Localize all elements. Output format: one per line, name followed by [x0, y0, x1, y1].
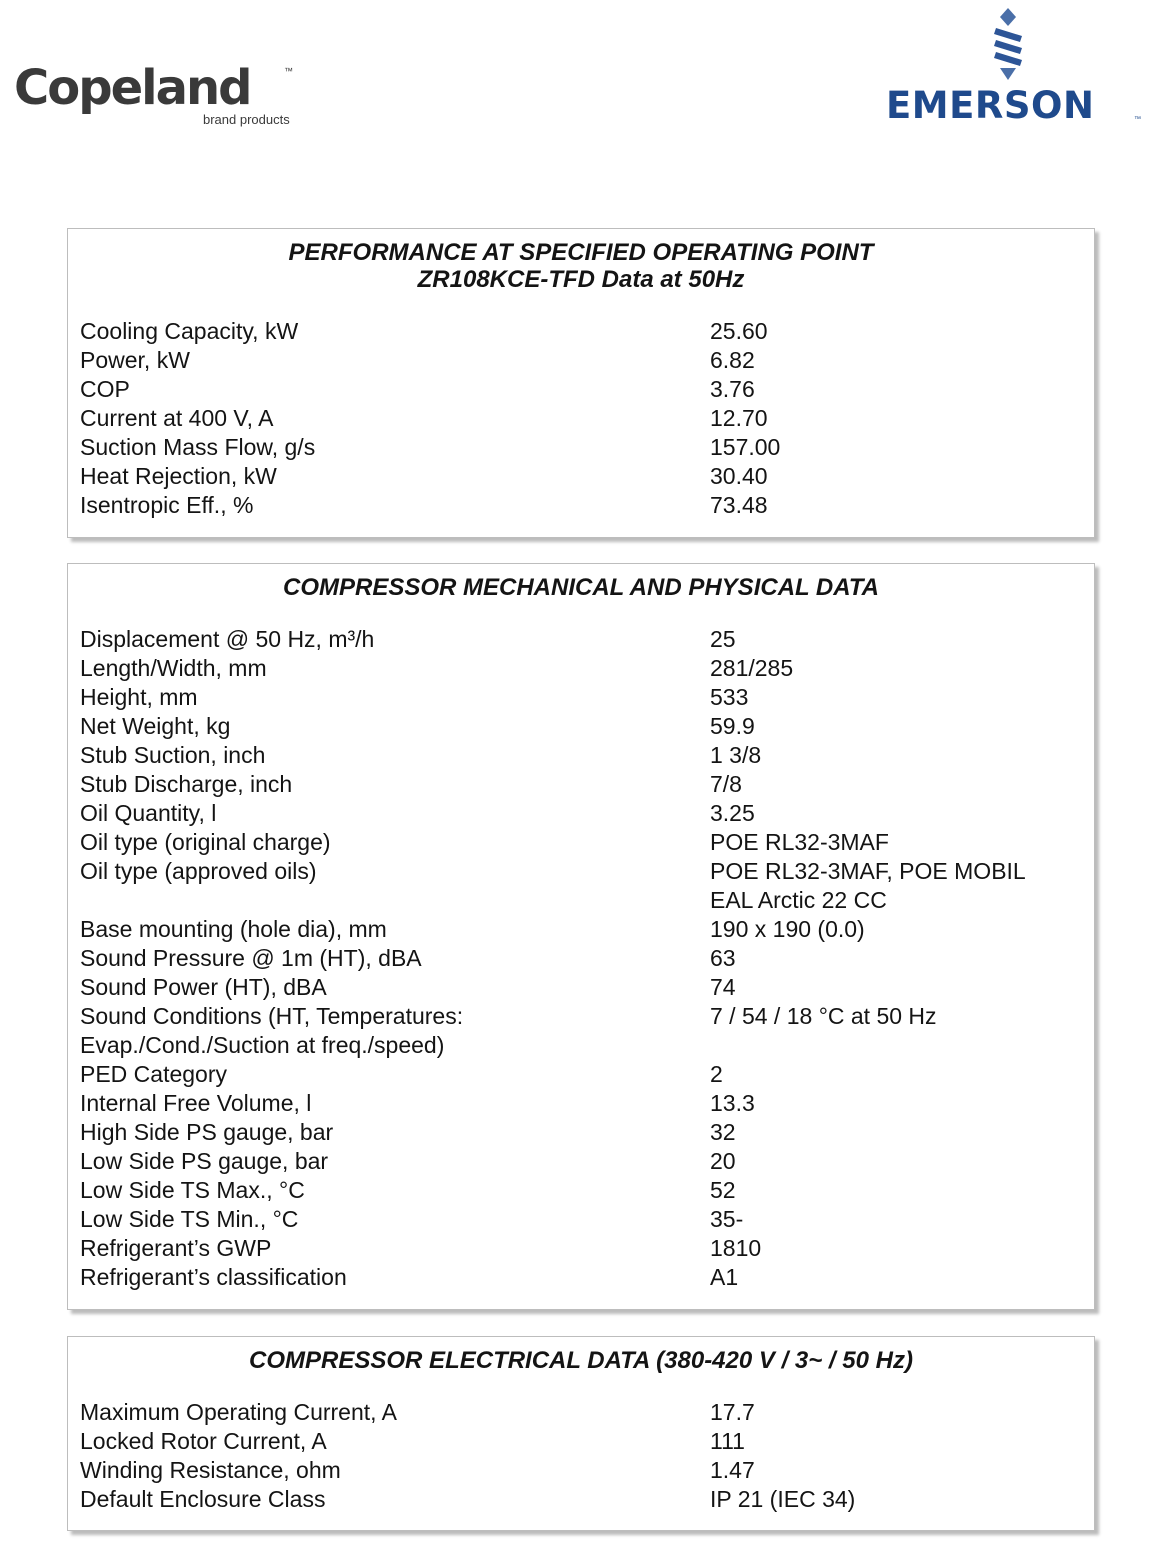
table-row [80, 1398, 1094, 1427]
row-value: 32 [710, 1119, 736, 1145]
row-value: 52 [710, 1177, 736, 1203]
row-value: 157.00 [710, 434, 781, 460]
table-row [80, 712, 1094, 741]
row-label: Oil Quantity, l [80, 800, 217, 826]
row-label: Sound Power (HT), dBA [80, 974, 327, 1000]
table-row [80, 1089, 1094, 1118]
row-value: 12.70 [710, 405, 768, 431]
table-row [80, 1118, 1094, 1147]
row-value: 281/285 [710, 655, 794, 681]
table-row [80, 1176, 1094, 1205]
performance-title [68, 239, 1094, 293]
performance-rows [68, 317, 1094, 520]
emerson-emblem-icon [982, 8, 1034, 80]
electrical-rows [68, 1398, 1094, 1514]
row-value: 7/8 [710, 771, 742, 797]
table-row [80, 1234, 1094, 1263]
row-value [710, 1031, 1080, 1060]
row-value: POE RL32-3MAF [710, 829, 889, 855]
mechanical-rows [68, 625, 1094, 1292]
table-row [80, 317, 1094, 346]
row-label: Winding Resistance, ohm [80, 1457, 341, 1483]
row-label: Evap./Cond./Suction at freq./speed) [80, 1032, 445, 1058]
row-value: 1 3/8 [710, 742, 762, 768]
table-row [80, 799, 1094, 828]
row-label: Length/Width, mm [80, 655, 267, 681]
row-value: 20 [710, 1148, 736, 1174]
row-label: COP [80, 376, 130, 402]
row-value: 6.82 [710, 347, 755, 373]
row-label: Oil type (approved oils) [80, 858, 317, 884]
row-label: Low Side TS Min., °C [80, 1206, 299, 1232]
table-row [80, 1002, 1094, 1031]
row-value: A1 [710, 1264, 739, 1290]
row-label: Heat Rejection, kW [80, 463, 277, 489]
copeland-trademark: ™ [284, 66, 293, 76]
row-label: Default Enclosure Class [80, 1486, 326, 1512]
row-label: Locked Rotor Current, A [80, 1428, 327, 1454]
row-label: Low Side PS gauge, bar [80, 1148, 329, 1174]
table-row [80, 1263, 1094, 1292]
row-value: 190 x 190 (0.0) [710, 916, 865, 942]
table-row [80, 1485, 1094, 1514]
row-label: Power, kW [80, 347, 190, 373]
row-value: 74 [710, 974, 736, 1000]
row-label: Height, mm [80, 684, 198, 710]
row-value: 2 [710, 1061, 723, 1087]
table-row [80, 1147, 1094, 1176]
mechanical-panel [67, 563, 1095, 1310]
row-label: Internal Free Volume, l [80, 1090, 312, 1116]
table-row [80, 1031, 1094, 1060]
row-label: Base mounting (hole dia), mm [80, 916, 387, 942]
row-label: Sound Pressure @ 1m (HT), dBA [80, 945, 422, 971]
table-row [80, 741, 1094, 770]
table-row [80, 491, 1094, 520]
row-label: Sound Conditions (HT, Temperatures: [80, 1003, 464, 1029]
row-label: Refrigerant’s classification [80, 1264, 347, 1290]
row-value: 3.76 [710, 376, 755, 402]
table-row [80, 462, 1094, 491]
row-label: Stub Suction, inch [80, 742, 266, 768]
row-label: Net Weight, kg [80, 713, 231, 739]
table-row [80, 1456, 1094, 1485]
row-value: 63 [710, 945, 736, 971]
table-row [80, 683, 1094, 712]
table-row [80, 886, 1094, 915]
mechanical-title: COMPRESSOR MECHANICAL AND PHYSICAL DATA [282, 574, 880, 601]
row-label: Displacement @ 50 Hz, m³/h [80, 626, 375, 652]
table-row [80, 625, 1094, 654]
performance-panel [67, 228, 1095, 538]
table-row [80, 915, 1094, 944]
table-row [80, 973, 1094, 1002]
row-label: Current at 400 V, A [80, 405, 274, 431]
emerson-trademark: ™ [1134, 116, 1141, 123]
copeland-logo-word: Copeland [14, 60, 251, 116]
electrical-title: COMPRESSOR ELECTRICAL DATA (380-420 V / 3~ / 50 Hz) [249, 1347, 913, 1374]
row-label: High Side PS gauge, bar [80, 1119, 334, 1145]
table-row [80, 375, 1094, 404]
row-value: 25 [710, 626, 736, 652]
table-row [80, 1060, 1094, 1089]
row-value: 30.40 [710, 463, 768, 489]
table-row [80, 433, 1094, 462]
row-value: 59.9 [710, 713, 755, 739]
row-label: Low Side TS Max., °C [80, 1177, 305, 1203]
row-label: Isentropic Eff., % [80, 492, 254, 518]
emerson-logo-word: EMERSON [886, 84, 1095, 127]
row-value: 35- [710, 1206, 744, 1232]
row-value: POE RL32-3MAF, POE MOBIL [710, 858, 1026, 884]
row-label: PED Category [80, 1061, 228, 1087]
row-value: 533 [710, 684, 749, 710]
row-value: 17.7 [710, 1399, 755, 1425]
performance-title-line1: PERFORMANCE AT SPECIFIED OPERATING POINT [288, 239, 874, 266]
row-label: Stub Discharge, inch [80, 771, 293, 797]
row-value: 1810 [710, 1235, 762, 1261]
row-value: 1.47 [710, 1457, 755, 1483]
row-value: 3.25 [710, 800, 755, 826]
emerson-logo [880, 8, 1150, 128]
copeland-logo [14, 58, 314, 138]
row-value: 7 / 54 / 18 °C at 50 Hz [710, 1003, 937, 1029]
table-row [80, 857, 1094, 886]
row-value: IP 21 (IEC 34) [710, 1486, 856, 1512]
copeland-logo-subtitle: brand products [203, 112, 290, 127]
table-row [80, 346, 1094, 375]
row-value: 111 [710, 1428, 745, 1454]
table-row [80, 654, 1094, 683]
row-label: Oil type (original charge) [80, 829, 331, 855]
electrical-panel [67, 1336, 1095, 1531]
table-row [80, 1427, 1094, 1456]
row-value: 13.3 [710, 1090, 755, 1116]
table-row [80, 1205, 1094, 1234]
row-label: Suction Mass Flow, g/s [80, 434, 316, 460]
table-row [80, 944, 1094, 973]
row-value: EAL Arctic 22 CC [710, 887, 887, 913]
performance-title-line2: ZR108KCE-TFD Data at 50Hz [417, 266, 745, 293]
row-value: 73.48 [710, 492, 768, 518]
row-label: Refrigerant’s GWP [80, 1235, 272, 1261]
table-row [80, 404, 1094, 433]
row-label [80, 886, 710, 915]
table-row [80, 828, 1094, 857]
row-value: 25.60 [710, 318, 768, 344]
table-row [80, 770, 1094, 799]
row-label: Cooling Capacity, kW [80, 318, 299, 344]
row-label: Maximum Operating Current, A [80, 1399, 398, 1425]
